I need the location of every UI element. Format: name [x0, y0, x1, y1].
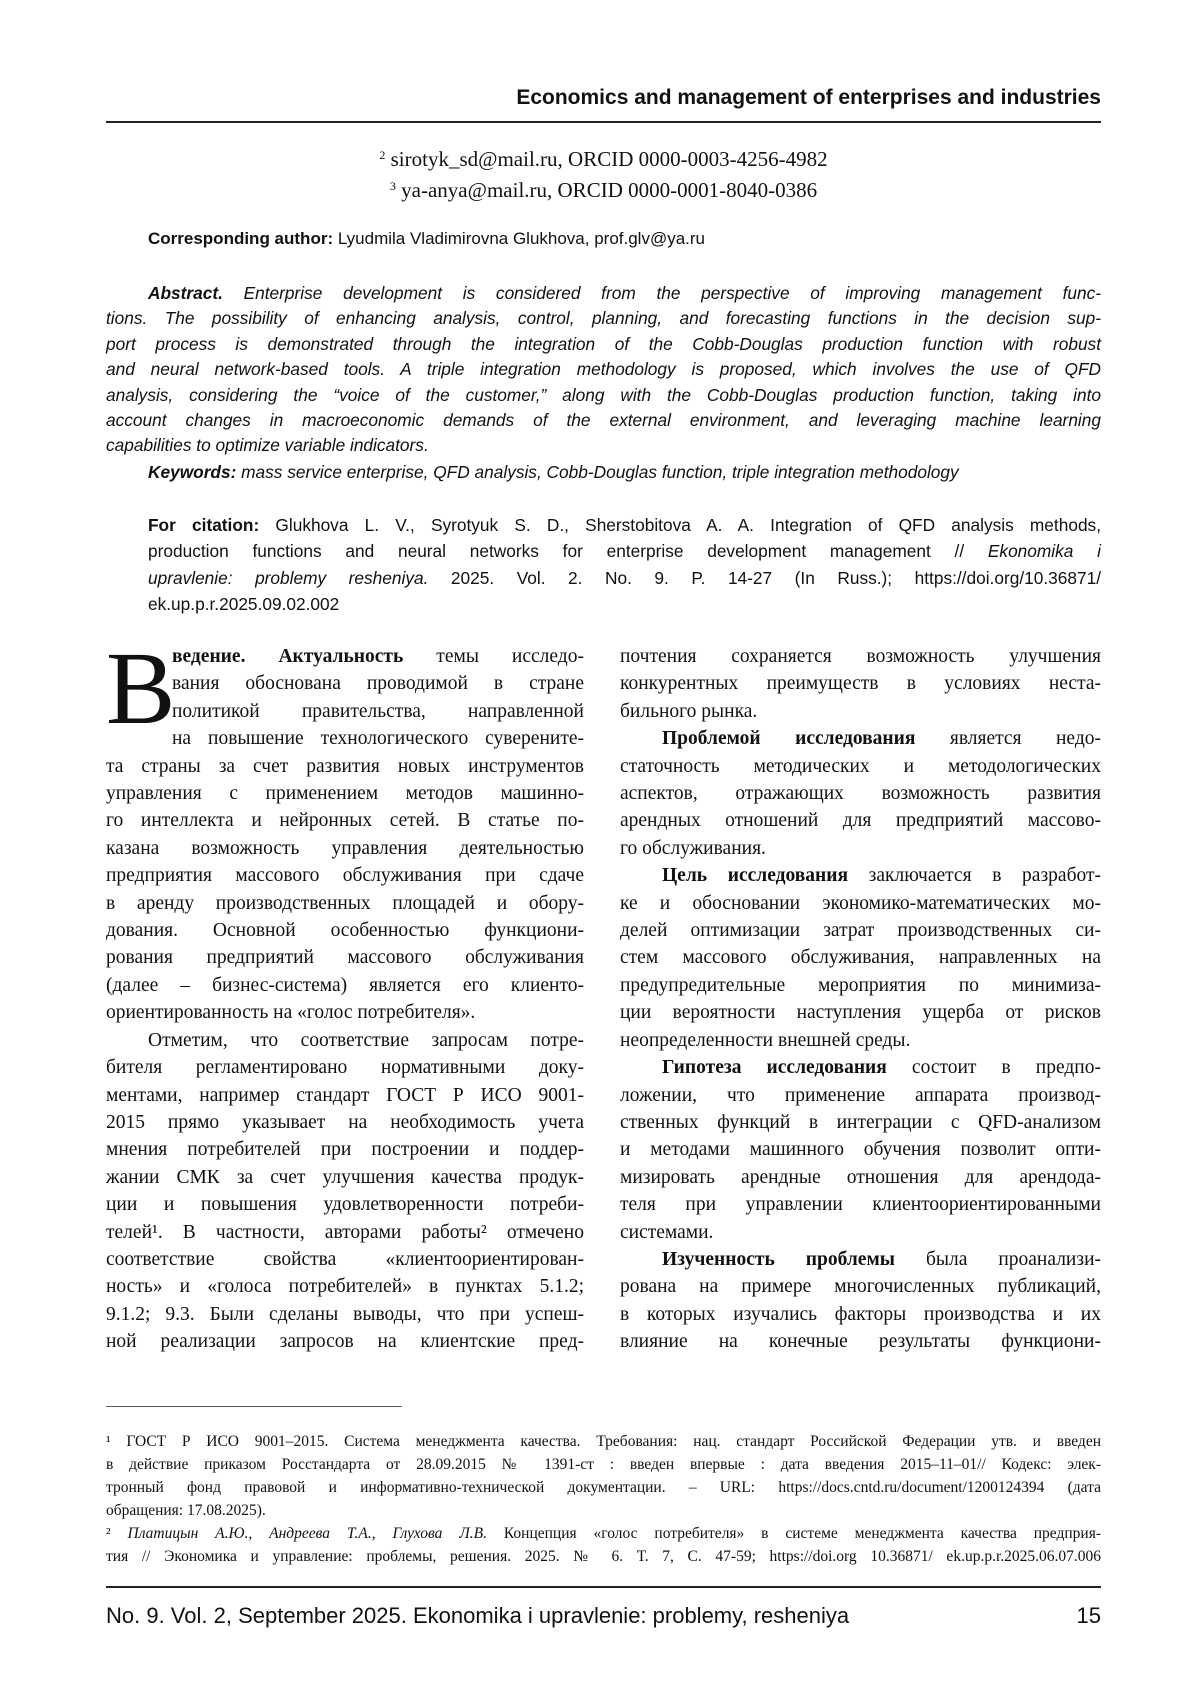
text-line	[620, 1191, 1101, 1218]
text-segment: ²	[106, 1525, 128, 1542]
corresponding-author-label: Corresponding author:	[148, 229, 333, 248]
footnote-divider	[106, 1406, 402, 1407]
text-line	[106, 1476, 1101, 1499]
text-segment: ственных функций в интеграции с QFD-анализом	[620, 1112, 1101, 1133]
text-line	[620, 698, 1101, 725]
text-segment: ной реализации запросов на клиентские пред-	[106, 1331, 584, 1352]
text-segment: дования. Основной особенностью функциони-	[106, 920, 584, 941]
contact-text: ya-anya@mail.ru, ORCID 0000-0001-8040-0386	[401, 178, 817, 202]
contact-line	[106, 142, 1101, 173]
text-segment: теля при управлении клиентоориентированными	[620, 1194, 1101, 1215]
text-segment: предприятия массового обслуживания при сдаче	[106, 865, 584, 886]
body-paragraph	[106, 1027, 584, 1356]
text-line	[106, 357, 1101, 382]
text-segment: tions. The possibility of enhancing analysis, control, planning, and forecasting functions in the decision sup-	[106, 308, 1101, 328]
text-segment: mass service enterprise, QFD analysis, Cobb-Douglas function, triple integration methodology	[236, 462, 958, 482]
text-line	[106, 1164, 584, 1191]
bold-text: For citation:	[148, 515, 259, 535]
text-segment: upravlenie: problemy resheniya.	[148, 568, 428, 588]
drop-cap: В	[106, 649, 172, 729]
text-line	[106, 433, 1101, 458]
text-segment: состоит в предпо-	[887, 1057, 1101, 1078]
text-segment: ориентированность на «голос потребителя».	[106, 1002, 475, 1023]
text-line	[106, 670, 584, 697]
text-line	[106, 835, 584, 862]
text-segment: казана возможность управления деятельностью	[106, 838, 584, 859]
text-segment: мнения потребителей при построении и поддер-	[106, 1139, 584, 1160]
author-contacts	[106, 142, 1101, 204]
body-paragraph	[620, 643, 1101, 725]
contact-line	[106, 173, 1101, 204]
text-segment: ek.up.p.r.2025.09.02.002	[148, 594, 339, 614]
text-line	[106, 408, 1101, 433]
text-segment: capabilities to optimize variable indicators.	[106, 435, 429, 455]
text-segment: влияние на конечные результаты функциони-	[620, 1331, 1101, 1352]
footer-divider	[106, 1586, 1101, 1588]
text-segment: в действие приказом Росстандарта от 28.09.2015 № 1391-ст : введен впервые : дата введения 2015–11–01// Кодекс: элек-	[106, 1456, 1101, 1473]
text-segment: та страны за счет развития новых инструментов	[106, 756, 584, 777]
text-segment: ность» и «голоса потребителей» в пунктах 5.1.2;	[106, 1276, 584, 1297]
bold-text: Keywords:	[148, 462, 236, 482]
text-line	[620, 972, 1101, 999]
text-segment: Платицын А.Ю., Андреева Т.А., Глухова Л.В.	[128, 1525, 487, 1542]
body-paragraph	[106, 643, 584, 1027]
text-segment: в аренду производственных площадей и обору-	[106, 893, 584, 914]
text-line	[106, 890, 584, 917]
bold-text: Abstract.	[148, 283, 223, 303]
running-header-section-title: Economics and management of enterprises and industries	[516, 86, 1101, 110]
text-line	[106, 999, 584, 1026]
text-line	[620, 807, 1101, 834]
text-line	[620, 1109, 1101, 1136]
footnote	[106, 1430, 1101, 1522]
text-segment: статочность методических и методологических	[620, 756, 1101, 777]
text-line	[620, 1054, 1101, 1081]
text-segment: рования предприятий массового обслуживания	[106, 947, 584, 968]
text-segment: в которых изучались факторы производства и их	[620, 1304, 1101, 1325]
text-segment: арендных отношений для предприятий массово-	[620, 810, 1101, 831]
text-line	[106, 1328, 584, 1355]
text-segment: мизировать арендные отношения для арендода-	[620, 1167, 1101, 1188]
text-line	[106, 460, 1101, 485]
text-segment: и методами машинного обучения позволит опти-	[620, 1139, 1101, 1160]
keywords-line	[106, 460, 1101, 485]
bold-text: Гипотеза исследования	[662, 1057, 887, 1078]
text-line	[106, 281, 1101, 306]
body-paragraph	[620, 725, 1101, 862]
text-segment: жании СМК за счет улучшения качества продук-	[106, 1167, 584, 1188]
corresponding-author	[148, 228, 705, 250]
keywords	[106, 460, 1101, 485]
text-line	[620, 753, 1101, 780]
bold-text: Проблемой исследования	[662, 728, 915, 749]
contact-text: sirotyk_sd@mail.ru, ORCID 0000-0003-4256-4982	[391, 147, 828, 171]
text-segment: предупредительные мероприятия по минимиза-	[620, 975, 1101, 996]
body-paragraph	[620, 1246, 1101, 1356]
text-segment: ¹ ГОСТ Р ИСО 9001–2015. Система менеджмента качества. Требования: нац. стандарт Российской Федерации утв. и введен	[106, 1433, 1101, 1450]
text-line	[106, 1301, 584, 1328]
text-segment: Отметим, что соответствие запросам потре-	[148, 1030, 584, 1051]
text-line	[106, 306, 1101, 331]
text-line	[106, 643, 584, 670]
text-segment: на повышение технологического суверените-	[172, 728, 584, 749]
text-segment: тронный фонд правовой и информативно-технической документации. – URL: https://docs.cntd.ru/document/1200124394 (дата	[106, 1479, 1101, 1496]
text-line	[620, 1082, 1101, 1109]
text-line	[106, 1273, 584, 1300]
text-line	[148, 591, 1101, 617]
text-line	[620, 1136, 1101, 1163]
text-segment: port process is demonstrated through the integration of the Cobb-Douglas production function with robust	[106, 334, 1101, 354]
affiliation-number: 3	[390, 179, 396, 193]
text-line	[620, 780, 1101, 807]
text-segment: бильного рынка.	[620, 701, 757, 722]
text-segment: analysis, considering the “voice of the customer,” along with the Cobb-Douglas production function, taking into	[106, 385, 1101, 405]
text-segment: вания обоснована проводимой в стране	[172, 673, 584, 694]
text-line	[620, 1219, 1101, 1246]
text-line	[106, 1191, 584, 1218]
text-line	[620, 1246, 1101, 1273]
text-segment: управления с применением методов машинно-	[106, 783, 584, 804]
text-line	[620, 643, 1101, 670]
text-segment: конкурентных преимуществ в условиях неста-	[620, 673, 1101, 694]
body-column-right	[620, 643, 1101, 1356]
corresponding-author-value: Lyudmila Vladimirovna Glukhova, prof.glv@ya.ru	[333, 229, 705, 248]
text-segment: политикой правительства, направленной	[172, 701, 584, 722]
text-line	[106, 1522, 1101, 1545]
text-segment: and neural network-based tools. A triple integration methodology is proposed, which involves the use of QFD	[106, 359, 1101, 379]
text-segment: заключается в разработ-	[848, 865, 1101, 886]
text-line	[620, 917, 1101, 944]
text-segment: го обслуживания.	[620, 838, 766, 859]
text-line	[106, 780, 584, 807]
text-line	[106, 1499, 1101, 1522]
text-line	[620, 944, 1101, 971]
text-line	[106, 1027, 584, 1054]
text-segment: ции вероятности наступления ущерба от рисков	[620, 1002, 1101, 1023]
text-line	[620, 1027, 1101, 1054]
footnotes	[106, 1430, 1101, 1568]
text-segment: ложении, что применение аппарата производ-	[620, 1085, 1101, 1106]
text-line	[106, 698, 584, 725]
text-segment: Enterprise development is considered from the perspective of improving management func-	[223, 283, 1101, 303]
text-segment: account changes in macroeconomic demands of the external environment, and leveraging machine learning	[106, 410, 1101, 430]
text-line	[106, 1453, 1101, 1476]
text-line	[106, 1545, 1101, 1568]
text-line	[620, 862, 1101, 889]
text-segment: ции и повышения удовлетворенности потреби-	[106, 1194, 584, 1215]
text-segment: Концепция «голос потребителя» в системе менеджмента качества предприя-	[487, 1525, 1101, 1542]
text-line	[148, 565, 1101, 591]
body-paragraph	[620, 1054, 1101, 1246]
text-line	[106, 1136, 584, 1163]
text-segment: ментами, например стандарт ГОСТ Р ИСО 9001-	[106, 1085, 584, 1106]
abstract-paragraph	[106, 281, 1101, 459]
text-segment: неопределенности внешней среды.	[620, 1030, 910, 1051]
text-line	[106, 1219, 584, 1246]
text-line	[620, 1328, 1101, 1355]
text-segment: обращения: 17.08.2025).	[106, 1502, 266, 1519]
text-segment: является недо-	[915, 728, 1101, 749]
text-segment: Glukhova L. V., Syrotyuk S. D., Sherstobitova A. A. Integration of QFD analysis methods,	[259, 515, 1101, 535]
text-segment: 2025. Vol. 2. No. 9. P. 14-27 (In Russ.); https://doi.org/10.36871/	[428, 568, 1101, 588]
body-paragraph	[620, 862, 1101, 1054]
text-segment: телей¹. В частности, авторами работы² отмечено	[106, 1222, 584, 1243]
text-line	[148, 512, 1101, 538]
text-line	[106, 1430, 1101, 1453]
text-line	[620, 835, 1101, 862]
text-segment: production functions and neural networks for enterprise development management //	[148, 541, 988, 561]
body-column-left	[106, 643, 584, 1356]
bold-text: ведение. Актуальность	[172, 646, 403, 667]
text-segment: тия // Экономика и управление: проблемы, решения. 2025. № 6. Т. 7, С. 47-59; https://doi.org 10.36871/ ek.up.p.r.2025.06.07.006	[106, 1548, 1101, 1565]
text-segment: делей оптимизации затрат производственных си-	[620, 920, 1101, 941]
text-line	[106, 753, 584, 780]
footnote	[106, 1522, 1101, 1568]
page-number: 15	[1077, 1603, 1101, 1629]
text-segment: бителя регламентировано нормативными доку-	[106, 1057, 584, 1078]
text-line	[106, 972, 584, 999]
text-segment: темы исследо-	[403, 646, 584, 667]
text-line	[106, 332, 1101, 357]
text-line	[106, 862, 584, 889]
text-segment: аспектов, отражающих возможность развития	[620, 783, 1101, 804]
text-segment: Ekonomika i	[988, 541, 1101, 561]
text-segment: ке и обосновании экономико-математических мо-	[620, 893, 1101, 914]
text-segment: го интеллекта и нейронных сетей. В статье по-	[106, 810, 584, 831]
text-segment: (далее – бизнес-система) является его клиенто-	[106, 975, 584, 996]
text-line	[106, 807, 584, 834]
text-segment: рована на примере многочисленных публикаций,	[620, 1276, 1101, 1297]
text-line	[620, 890, 1101, 917]
text-segment: почтения сохраняется возможность улучшения	[620, 646, 1101, 667]
text-line	[620, 670, 1101, 697]
citation	[148, 512, 1101, 617]
text-line	[620, 999, 1101, 1026]
text-line	[620, 1301, 1101, 1328]
text-line	[620, 725, 1101, 752]
text-segment: стем массового обслуживания, направленных на	[620, 947, 1101, 968]
text-segment: 2015 прямо указывает на необходимость учета	[106, 1112, 584, 1133]
bold-text: Цель исследования	[662, 865, 848, 886]
text-segment: системами.	[620, 1222, 713, 1243]
text-segment: 9.1.2; 9.3. Были сделаны выводы, что при успеш-	[106, 1304, 584, 1325]
text-line	[106, 725, 584, 752]
text-line	[106, 944, 584, 971]
footer-journal-info: No. 9. Vol. 2, September 2025. Ekonomika i upravlenie: problemy, resheniya	[106, 1603, 849, 1629]
text-line	[148, 538, 1101, 564]
text-segment: соответствие свойства «клиентоориентирован-	[106, 1249, 584, 1270]
text-line	[106, 1246, 584, 1273]
text-segment: была проанализи-	[895, 1249, 1101, 1270]
text-line	[106, 1082, 584, 1109]
text-line	[620, 1273, 1101, 1300]
abstract	[106, 281, 1101, 459]
citation-paragraph	[148, 512, 1101, 617]
text-line	[106, 1109, 584, 1136]
text-line	[106, 1054, 584, 1081]
bold-text: Изученность проблемы	[662, 1249, 895, 1270]
text-line	[106, 917, 584, 944]
text-line	[620, 1164, 1101, 1191]
affiliation-number: 2	[379, 148, 385, 162]
text-line	[106, 383, 1101, 408]
header-divider	[106, 121, 1101, 123]
